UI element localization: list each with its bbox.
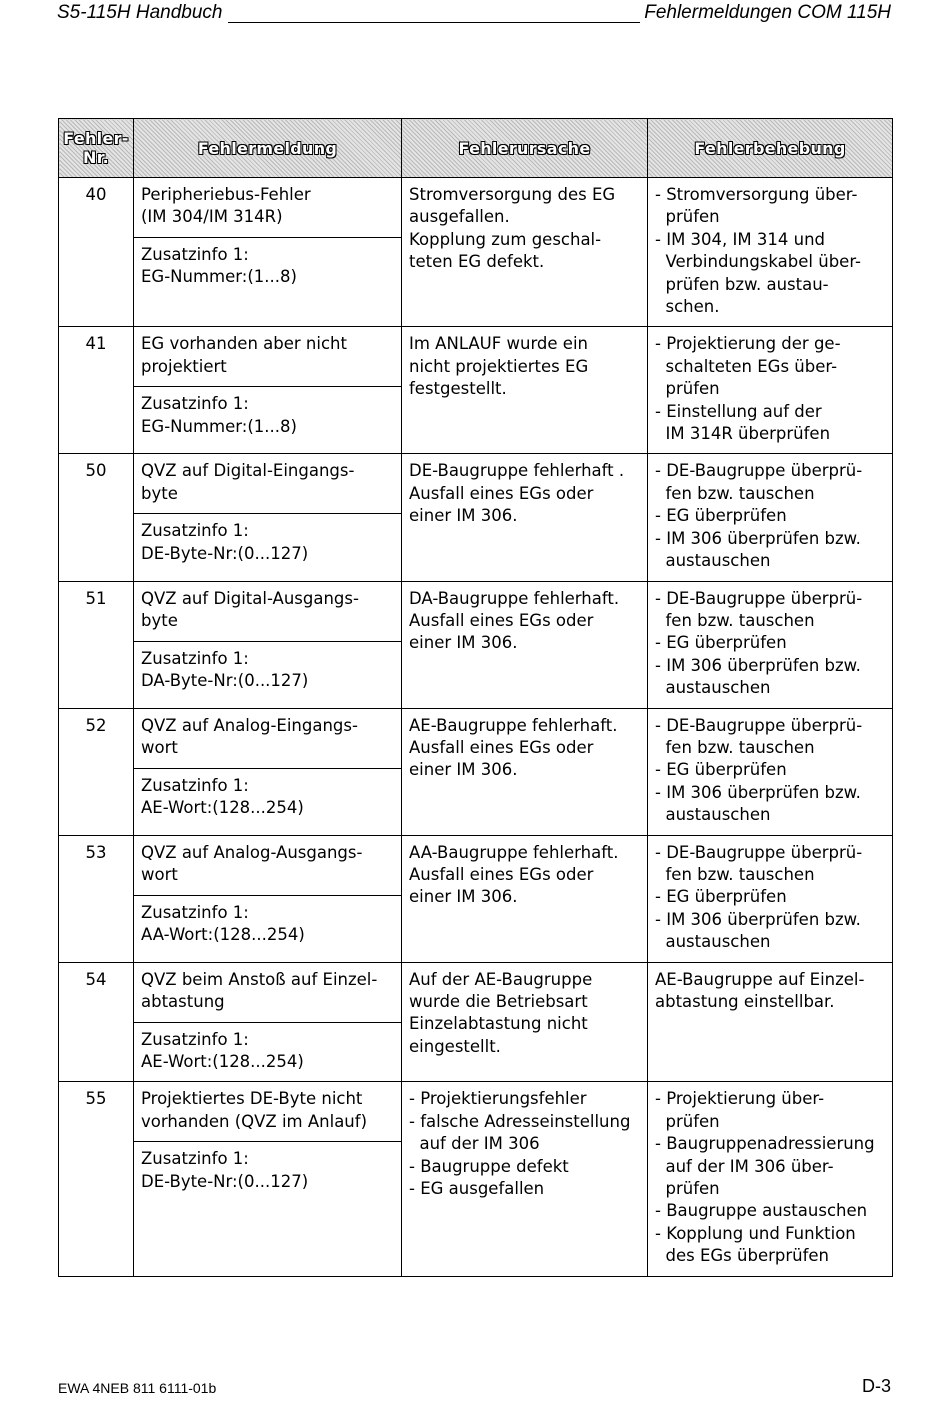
error-remedy-line: - Kopplung und Funktion: [655, 1223, 856, 1243]
error-remedy: [648, 1082, 893, 1276]
error-remedy-line: fen bzw. tauschen: [655, 864, 815, 884]
error-remedy-line: austauschen: [655, 932, 771, 952]
error-cause-line: Stromversorgung des EG: [409, 185, 616, 204]
error-remedy-line: austauschen: [655, 805, 771, 825]
page-header: [57, 0, 891, 26]
additional-info: [134, 514, 401, 573]
error-message-cell: [134, 835, 402, 962]
error-message: [134, 709, 401, 769]
error-remedy-line: schalteten EGs über-: [655, 356, 838, 376]
error-remedy-line: des EGs überprüfen: [655, 1246, 830, 1266]
error-remedy-line: schen.: [655, 297, 720, 317]
error-remedy-line: auf der IM 306 über-: [655, 1156, 834, 1176]
error-cause-line: auf der IM 306: [409, 1134, 540, 1154]
error-cause-line: einer IM 306.: [409, 633, 518, 653]
additional-info-line: Zusatzinfo 1:: [141, 775, 249, 795]
error-cause: [402, 581, 648, 708]
error-cause-line: - falsche Adresseinstellung: [409, 1111, 631, 1131]
error-number: 55: [59, 1082, 134, 1276]
error-cause-line: Einzelabtastung nicht: [409, 1014, 588, 1034]
error-remedy-line: austauschen: [655, 551, 771, 571]
error-remedy-line: IM 314R überprüfen: [655, 424, 831, 444]
error-message: [134, 1082, 401, 1142]
error-number: 54: [59, 962, 134, 1082]
additional-info: [134, 238, 401, 297]
error-cause-line: Im ANLAUF wurde ein: [409, 334, 588, 354]
error-remedy-line: fen bzw. tauschen: [655, 483, 815, 503]
error-remedy-line: - IM 306 überprüfen bzw.: [655, 655, 861, 675]
error-remedy-line: - DE-Baugruppe überprü-: [655, 588, 863, 608]
additional-info-line: AE-Wort:(128...254): [141, 1052, 304, 1071]
error-remedy-line: - Einstellung auf der: [655, 401, 822, 421]
error-message-line: wort: [141, 737, 178, 757]
table-row: [59, 835, 893, 962]
error-remedy-line: - Stromversorgung über-: [655, 185, 858, 204]
error-message-line: wort: [141, 864, 178, 884]
error-message-line: vorhanden (QVZ im Anlauf): [141, 1111, 368, 1131]
error-cause-line: einer IM 306.: [409, 760, 518, 780]
error-message-line: abtastung: [141, 992, 225, 1011]
error-cause: [402, 454, 648, 581]
error-remedy-line: abtastung einstellbar.: [655, 992, 835, 1011]
error-message-line: projektiert: [141, 356, 227, 376]
error-message: [134, 963, 401, 1023]
error-number: 52: [59, 708, 134, 835]
error-message-cell: [134, 581, 402, 708]
error-cause: [402, 835, 648, 962]
error-remedy-line: prüfen bzw. austau-: [655, 274, 829, 294]
error-cause: [402, 327, 648, 454]
error-number: 41: [59, 327, 134, 454]
error-cause-line: einer IM 306.: [409, 506, 518, 526]
error-remedy: [648, 708, 893, 835]
additional-info-line: Zusatzinfo 1:: [141, 394, 249, 414]
error-cause-line: Ausfall eines EGs oder: [409, 864, 594, 884]
error-number: 40: [59, 178, 134, 327]
error-remedy: [648, 835, 893, 962]
error-remedy: [648, 581, 893, 708]
header-rule: [228, 22, 640, 23]
error-cause-line: Auf der AE-Baugruppe: [409, 969, 593, 989]
additional-info: [134, 1023, 401, 1082]
error-cause-line: DE-Baugruppe fehlerhaft .: [409, 461, 625, 481]
error-table: [58, 118, 893, 1277]
error-message-cell: [134, 1082, 402, 1276]
table-row: [59, 962, 893, 1082]
error-remedy-line: - IM 306 überprüfen bzw.: [655, 528, 861, 548]
section-title: Fehlermeldungen COM 115H: [644, 2, 891, 23]
error-cause-line: wurde die Betriebsart: [409, 992, 588, 1011]
error-remedy-line: - Baugruppe austauschen: [655, 1201, 868, 1221]
error-cause-line: - Baugruppe defekt: [409, 1156, 569, 1176]
error-remedy: [648, 454, 893, 581]
table-row: [59, 708, 893, 835]
additional-info-line: EG-Nummer:(1...8): [141, 267, 297, 287]
error-remedy-line: - EG überprüfen: [655, 506, 787, 526]
error-remedy: [648, 178, 893, 327]
error-cause-line: AA-Baugruppe fehlerhaft.: [409, 842, 619, 862]
error-remedy-line: prüfen: [655, 1179, 720, 1199]
additional-info-line: EG-Nummer:(1...8): [141, 416, 297, 436]
error-remedy-line: - Projektierung der ge-: [655, 334, 841, 354]
error-message-line: QVZ auf Digital-Ausgangs-: [141, 588, 359, 608]
error-remedy-line: fen bzw. tauschen: [655, 737, 815, 757]
error-remedy-line: fen bzw. tauschen: [655, 610, 815, 630]
error-message-line: byte: [141, 610, 178, 630]
additional-info-line: Zusatzinfo 1:: [141, 902, 249, 922]
error-remedy-line: austauschen: [655, 678, 771, 698]
error-message-line: QVZ auf Analog-Ausgangs-: [141, 842, 363, 862]
error-cause: [402, 708, 648, 835]
error-cause-line: Kopplung zum geschal-: [409, 229, 602, 249]
error-cause-line: DA-Baugruppe fehlerhaft.: [409, 588, 620, 608]
error-remedy-line: prüfen: [655, 207, 720, 227]
error-message-cell: [134, 327, 402, 454]
error-remedy-line: - EG überprüfen: [655, 760, 787, 780]
error-cause-line: Ausfall eines EGs oder: [409, 610, 594, 630]
additional-info-line: DE-Byte-Nr:(0...127): [141, 543, 309, 563]
error-remedy-line: prüfen: [655, 1111, 720, 1131]
error-cause-line: festgestellt.: [409, 379, 507, 399]
error-message-line: QVZ beim Anstoß auf Einzel-: [141, 969, 378, 989]
error-cause-line: ausgefallen.: [409, 207, 510, 227]
error-message: [134, 582, 401, 642]
error-message-line: QVZ auf Digital-Eingangs-: [141, 461, 355, 481]
error-remedy-line: prüfen: [655, 379, 720, 399]
error-message-line: QVZ auf Analog-Eingangs-: [141, 715, 358, 735]
additional-info-line: Zusatzinfo 1:: [141, 1029, 249, 1049]
document-reference: EWA 4NEB 811 6111-01b: [58, 1380, 217, 1396]
error-message: [134, 454, 401, 514]
error-remedy-line: - EG überprüfen: [655, 887, 787, 907]
error-message-line: EG vorhanden aber nicht: [141, 334, 347, 354]
error-cause: [402, 1082, 648, 1276]
error-cause: [402, 962, 648, 1082]
error-number: 50: [59, 454, 134, 581]
error-cause-line: einer IM 306.: [409, 887, 518, 907]
error-remedy-line: - IM 306 überprüfen bzw.: [655, 909, 861, 929]
error-remedy-line: - IM 306 überprüfen bzw.: [655, 782, 861, 802]
additional-info: [134, 387, 401, 446]
error-message-cell: [134, 708, 402, 835]
error-remedy-line: - DE-Baugruppe überprü-: [655, 715, 863, 735]
error-cause-line: teten EG defekt.: [409, 252, 545, 272]
error-remedy-line: AE-Baugruppe auf Einzel-: [655, 969, 865, 989]
error-cause-line: Ausfall eines EGs oder: [409, 737, 594, 757]
column-header-cause: Fehlerursache: [402, 119, 648, 178]
additional-info-line: Zusatzinfo 1:: [141, 648, 249, 668]
table-row: [59, 178, 893, 327]
additional-info-line: Zusatzinfo 1:: [141, 1149, 249, 1169]
error-message: [134, 327, 401, 387]
error-cause: [402, 178, 648, 327]
table-row: [59, 327, 893, 454]
error-remedy-line: Verbindungskabel über-: [655, 252, 862, 272]
error-message-line: Projektiertes DE-Byte nicht: [141, 1089, 363, 1109]
table-body: [59, 178, 893, 1277]
table-row: [59, 1082, 893, 1276]
additional-info-line: AA-Wort:(128...254): [141, 924, 305, 944]
error-cause-line: - EG ausgefallen: [409, 1179, 545, 1199]
column-header-remedy: Fehlerbehebung: [648, 119, 893, 178]
column-header-nr: Fehler- Nr.: [59, 119, 134, 178]
error-cause-line: - Projektierungsfehler: [409, 1089, 587, 1109]
error-cause-line: nicht projektiertes EG: [409, 356, 589, 376]
error-number: 53: [59, 835, 134, 962]
error-message: [134, 178, 401, 238]
additional-info-line: DE-Byte-Nr:(0...127): [141, 1171, 309, 1191]
additional-info-line: DA-Byte-Nr:(0...127): [141, 670, 309, 690]
error-message: [134, 836, 401, 896]
error-message-cell: [134, 962, 402, 1082]
error-message-line: byte: [141, 483, 178, 503]
error-remedy-line: - IM 304, IM 314 und: [655, 229, 826, 249]
error-message-line: Peripheriebus-Fehler: [141, 185, 311, 204]
column-header-message: Fehlermeldung: [134, 119, 402, 178]
table-row: [59, 454, 893, 581]
error-remedy: [648, 962, 893, 1082]
additional-info: [134, 1142, 401, 1201]
error-message-line: (IM 304/IM 314R): [141, 207, 283, 227]
additional-info: [134, 896, 401, 955]
error-cause-line: eingestellt.: [409, 1036, 501, 1056]
error-cause-line: AE-Baugruppe fehlerhaft.: [409, 715, 618, 735]
error-message-cell: [134, 454, 402, 581]
additional-info-line: Zusatzinfo 1:: [141, 245, 249, 264]
additional-info: [134, 642, 401, 701]
error-remedy: [648, 327, 893, 454]
error-remedy-line: - DE-Baugruppe überprü-: [655, 461, 863, 481]
additional-info-line: Zusatzinfo 1:: [141, 521, 249, 541]
additional-info: [134, 769, 401, 828]
error-remedy-line: - DE-Baugruppe überprü-: [655, 842, 863, 862]
manual-title: S5-115H Handbuch: [57, 2, 223, 23]
error-number: 51: [59, 581, 134, 708]
page-number: D-3: [861, 1376, 891, 1396]
error-remedy-line: - Projektierung über-: [655, 1089, 825, 1109]
error-cause-line: Ausfall eines EGs oder: [409, 483, 594, 503]
error-remedy-line: - Baugruppenadressierung: [655, 1134, 875, 1154]
table-header-row: [59, 119, 893, 178]
error-message-cell: [134, 178, 402, 327]
table-row: [59, 581, 893, 708]
error-remedy-line: - EG überprüfen: [655, 633, 787, 653]
additional-info-line: AE-Wort:(128...254): [141, 797, 304, 817]
